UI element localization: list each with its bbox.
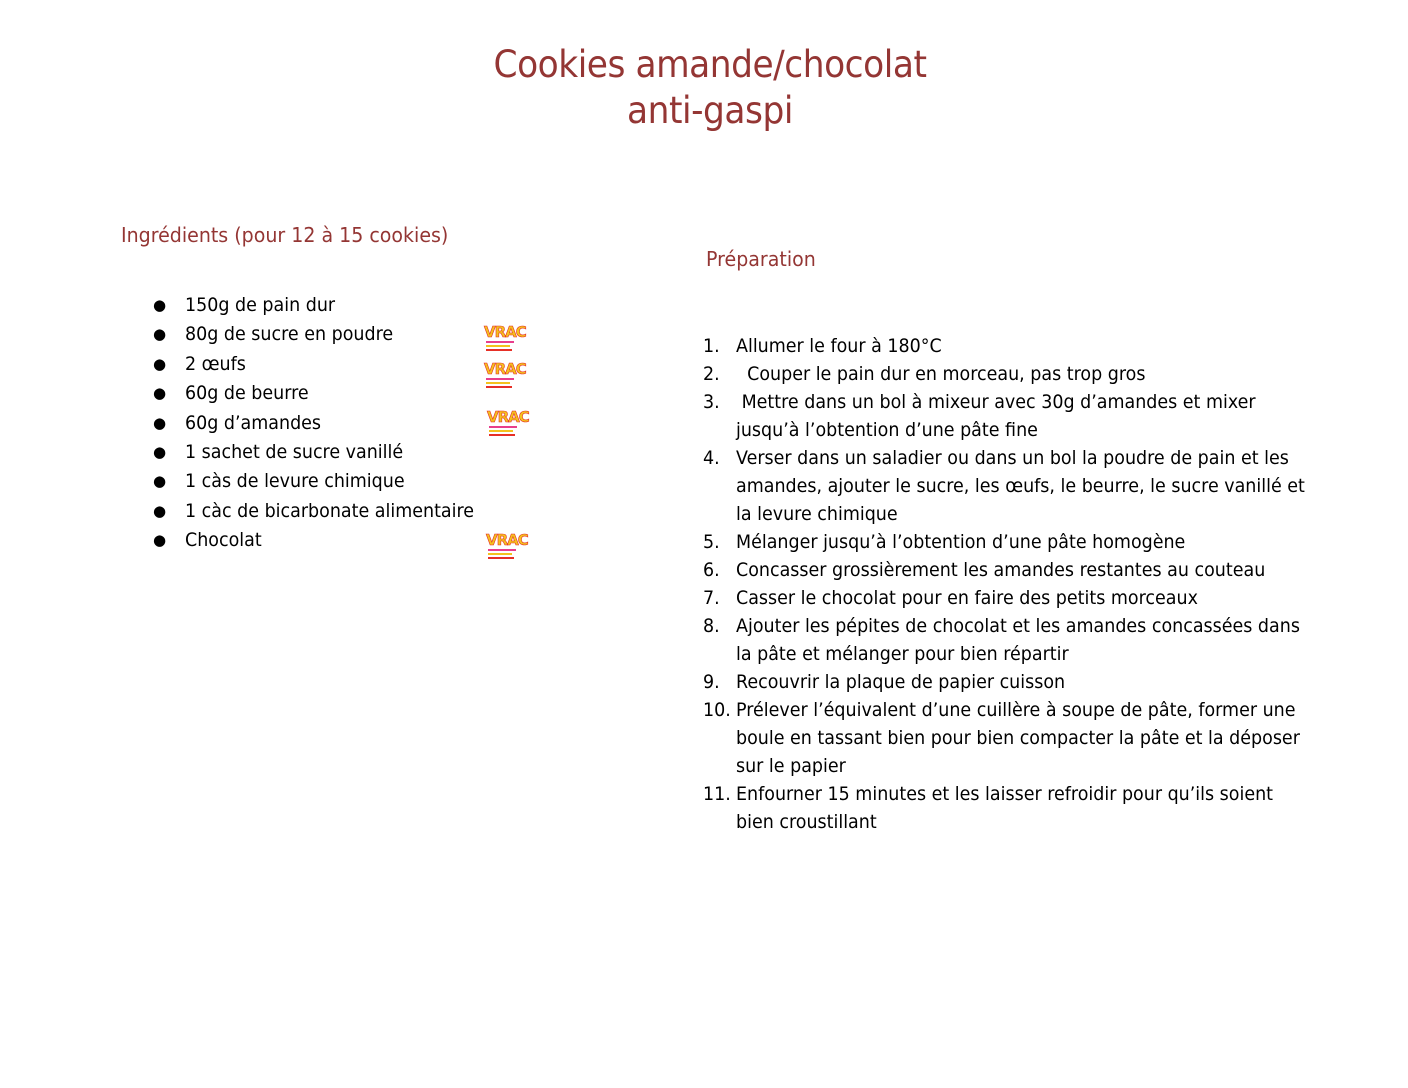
svg-text:VRAC: VRAC <box>486 531 528 549</box>
preparation-step <box>703 668 1333 696</box>
bullet-icon: ● <box>153 501 167 520</box>
ingredient-text: 150g de pain dur <box>185 294 336 316</box>
recipe-title <box>50 42 1371 134</box>
preparation-step <box>703 444 1333 528</box>
recipe-title-line1: Cookies amande/chocolat <box>493 43 927 86</box>
svg-text:VRAC: VRAC <box>484 323 526 341</box>
step-text: Prélever l’équivalent d’une cuillère à soupe de pâte, former une boule en tassant bien pour bien compacter la pâte et la déposer sur le papier <box>736 699 1306 777</box>
ingredient-text: 2 œufs <box>185 352 246 375</box>
step-number: 6. <box>703 559 720 581</box>
ingredient-text: 1 càc de bicarbonate alimentaire <box>185 499 475 522</box>
step-text: Concasser grossièrement les amandes restantes au couteau <box>736 559 1266 581</box>
preparation-heading: Préparation <box>706 247 816 271</box>
svg-text:VRAC: VRAC <box>484 360 526 378</box>
vrac-logo-icon <box>486 405 529 441</box>
preparation-step <box>703 780 1333 836</box>
bullet-icon: ● <box>153 296 167 314</box>
step-number: 10. <box>703 699 731 721</box>
svg-text:VRAC: VRAC <box>487 408 529 426</box>
preparation-step <box>703 360 1333 388</box>
preparation-steps <box>703 332 1333 836</box>
bullet-icon: ● <box>153 472 167 491</box>
step-text: Allumer le four à 180°C <box>736 335 942 357</box>
step-text: Casser le chocolat pour en faire des petits morceaux <box>736 587 1198 609</box>
step-number: 4. <box>703 447 720 469</box>
bullet-icon: ● <box>153 413 167 432</box>
step-text: Recouvrir la plaque de papier cuisson <box>736 671 1066 693</box>
step-number: 7. <box>703 587 720 609</box>
step-text: Mélanger jusqu’à l’obtention d’une pâte homogène <box>736 531 1186 553</box>
step-text: Enfourner 15 minutes et les laisser refroidir pour qu’ils soient bien croustillant <box>736 783 1279 833</box>
vrac-logo-icon <box>485 528 528 564</box>
ingredient-text: 60g de beurre <box>185 382 309 405</box>
preparation-step <box>703 332 1333 360</box>
step-number: 1. <box>703 335 720 357</box>
step-text: Ajouter les pépites de chocolat et les amandes concassées dans la pâte et mélanger pour bien répartir <box>736 615 1306 665</box>
ingredient-text: 1 càs de levure chimique <box>185 470 405 493</box>
bullet-icon: ● <box>153 354 167 373</box>
step-number: 3. <box>703 391 720 413</box>
ingredient-text: 1 sachet de sucre vanillé <box>185 440 404 463</box>
step-number: 11. <box>703 783 731 805</box>
bullet-icon: ● <box>153 325 167 344</box>
preparation-step <box>703 528 1333 556</box>
preparation-step <box>703 584 1333 612</box>
ingredient-text: 80g de sucre en poudre <box>185 323 394 346</box>
preparation-step <box>703 556 1333 584</box>
recipe-title-line2: anti-gaspi <box>627 89 793 132</box>
ingredients-heading: Ingrédients (pour 12 à 15 cookies) <box>121 223 449 247</box>
step-number: 2. <box>703 363 720 385</box>
bullet-icon: ● <box>153 384 167 403</box>
ingredient-text: Chocolat <box>185 529 262 552</box>
preparation-step <box>703 388 1333 444</box>
step-text: Couper le pain dur en morceau, pas trop gros <box>736 363 1146 385</box>
step-number: 5. <box>703 531 720 553</box>
step-number: 9. <box>703 671 720 693</box>
ingredient-text: 60g d’amandes <box>185 411 322 434</box>
bullet-icon: ● <box>153 442 167 461</box>
vrac-logo-icon <box>483 357 526 393</box>
preparation-step <box>703 696 1333 780</box>
vrac-logo-icon <box>483 320 526 356</box>
step-number: 8. <box>703 615 720 637</box>
preparation-step <box>703 612 1333 668</box>
bullet-icon: ● <box>153 531 167 550</box>
step-text: Mettre dans un bol à mixeur avec 30g d’amandes et mixer jusqu’à l’obtention d’une pâte fine <box>736 391 1262 441</box>
step-text: Verser dans un saladier ou dans un bol la poudre de pain et les amandes, ajouter le sucre, les œufs, le beurre, le sucre vanillé et la levure chimique <box>736 447 1311 525</box>
